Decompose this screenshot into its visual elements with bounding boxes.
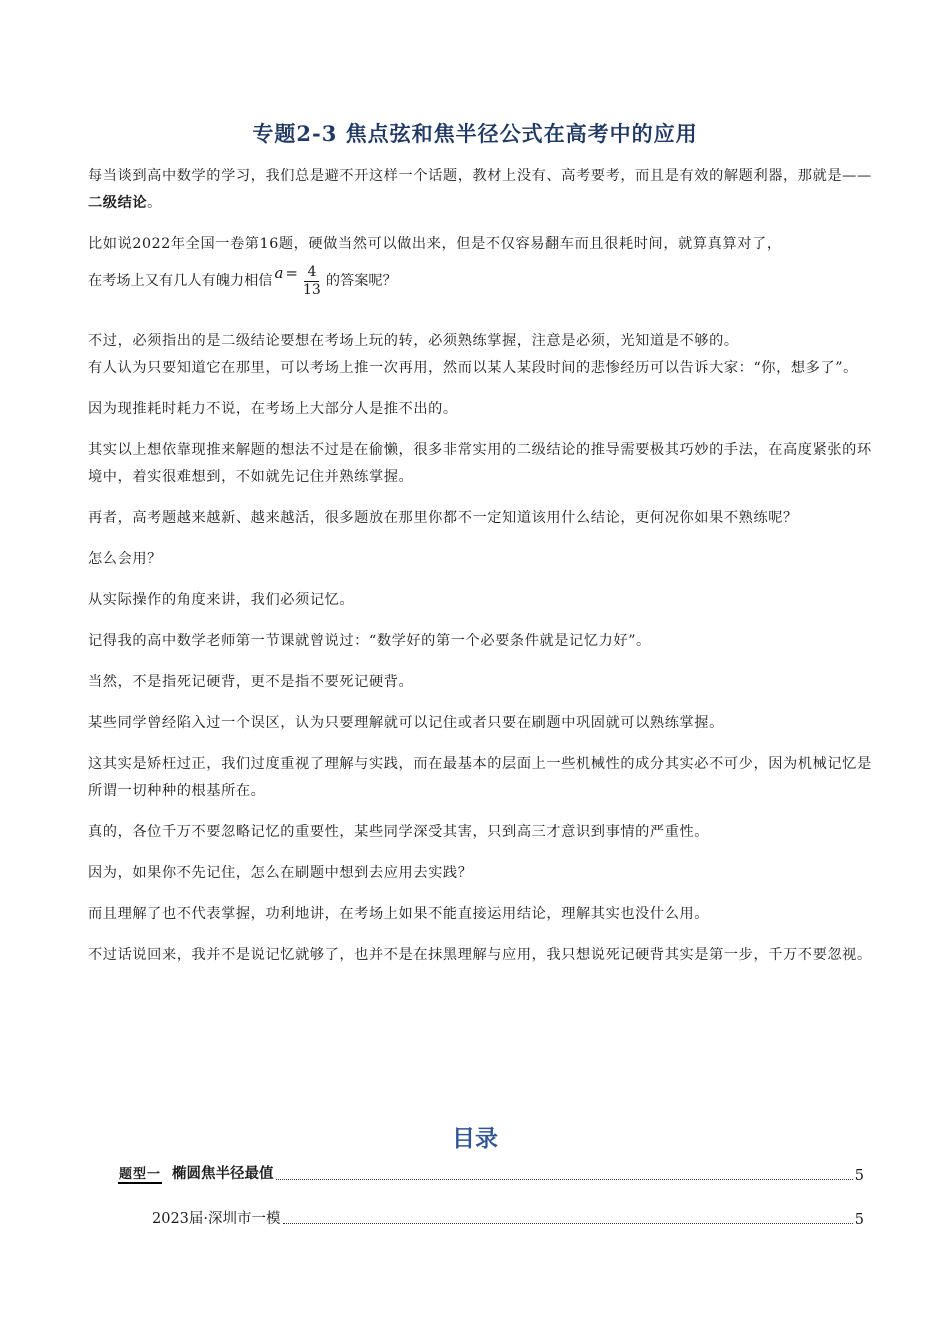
document-title: 专题2-3 焦点弦和焦半径公式在高考中的应用 bbox=[252, 121, 698, 146]
paragraph: 某些同学曾经陷入过一个误区，认为只要理解就可以记住或者只要在刷题中巩固就可以熟练掌握。 bbox=[88, 715, 724, 731]
paragraph: 真的，各位千万不要忽略记忆的重要性，某些同学深受其害，只到高三才意识到事情的严重性。 bbox=[88, 824, 710, 840]
paragraph: 有人认为只要知道它在那里，可以考场上推一次再用，然而以某人某段时间的悲惨经历可以告诉大家：“你，想多了”。 bbox=[88, 360, 858, 376]
fraction-numerator: 4 bbox=[304, 264, 319, 282]
toc-page-number: 5 bbox=[854, 1212, 864, 1228]
paragraph: 这其实是矫枉过正，我们过度重视了理解与实践，而在最基本的层面上一些机械性的成分其实必不可少，因为机械记忆是所谓一切种种的根基所在。 bbox=[88, 756, 872, 799]
intro-paragraph-2-math-line: 在考场上又有几人有魄力相信 a = $\frac{4}{13}$ 的答案呢？ bbox=[88, 263, 397, 298]
paragraph: 怎么会用？ bbox=[88, 551, 162, 567]
paragraph: 而且理解了也不代表掌握，功利地讲，在考场上如果不能直接运用结论，理解其实也没什么用。 bbox=[88, 906, 710, 922]
toc-entry-2[interactable] bbox=[152, 1207, 864, 1228]
paragraph: 记得我的高中数学老师第一节课就曾说过：“数学好的第一个必要条件就是记忆力好”。 bbox=[88, 633, 651, 649]
paragraph: 再者，高考题越来越新、越来越活，很多题放在那里你都不一定知道该用什么结论，更何况你如果不熟练呢？ bbox=[88, 510, 798, 526]
toc-entry-label: 椭圆焦半径最值 bbox=[172, 1166, 274, 1182]
fraction bbox=[300, 264, 324, 299]
paragraph: 其实以上想依靠现推来解题的想法不过是在偷懒，很多非常实用的二级结论的推导需要极其巧妙的手法，在高度紧张的环境中，着实很难想到，不如就先记住并熟练掌握。 bbox=[88, 442, 872, 485]
paragraph: 当然，不是指死记硬背，更不是指不要死记硬背。 bbox=[88, 674, 414, 690]
toc-heading: 目录 bbox=[452, 1126, 498, 1152]
paragraph: 因为，如果你不先记住，怎么在刷题中想到去应用去实践？ bbox=[88, 865, 473, 881]
intro-paragraph-1: 每当谈到高中数学的学习，我们总是避不开这样一个话题，教材上没有、高考要考，而且是有效的解题利器，那就是——二级结论。 bbox=[88, 168, 872, 211]
fraction-denominator: 13 bbox=[302, 281, 321, 298]
paragraph: 不过，必须指出的是二级结论要想在考场上玩的转，必须熟练掌握，注意是必须，光知道是不够的。 bbox=[88, 333, 739, 349]
document-body bbox=[88, 163, 878, 983]
toc-leader-dots bbox=[283, 1223, 853, 1224]
math-expression: a = $\frac{4}{13}$ bbox=[274, 264, 323, 299]
paragraph: 从实际操作的角度来讲，我们必须记忆。 bbox=[88, 592, 355, 608]
toc-leader-dots bbox=[276, 1179, 853, 1180]
bold-term: 二级结论 bbox=[88, 195, 148, 211]
toc-entry-1[interactable] bbox=[118, 1162, 864, 1184]
intro-paragraph-2: 比如说2022年全国一卷第16题，硬做当然可以做出来，但是不仅容易翻车而且很耗时间，就算真算对了， bbox=[88, 236, 782, 252]
toc-page-number: 5 bbox=[854, 1168, 864, 1184]
toc-entry-label: 2023届·深圳市一模 bbox=[152, 1211, 281, 1227]
toc-badge: 题型一 bbox=[118, 1163, 162, 1184]
paragraph: 不过话说回来，我并不是说记忆就够了，也并不是在抹黑理解与应用，我只想说死记硬背其实是第一步，千万不要忽视。 bbox=[88, 947, 872, 963]
paragraph: 因为现推耗时耗力不说，在考场上大部分人是推不出的。 bbox=[88, 401, 458, 417]
